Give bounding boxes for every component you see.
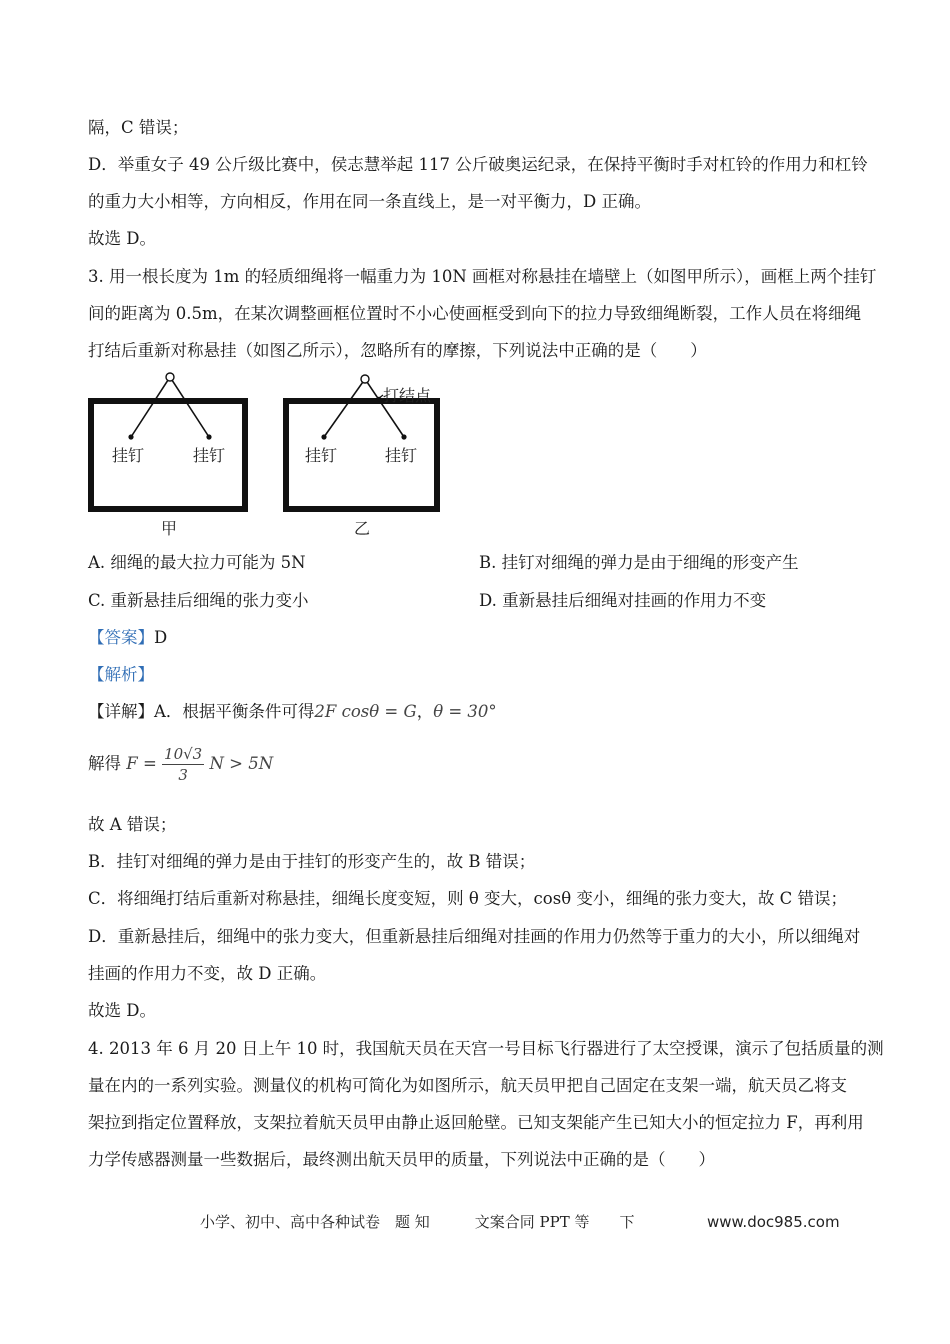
question-4-line: 架拉到指定位置释放，支架拉着航天员甲由静止返回舱壁。已知支架能产生已知大小的恒定拉力 F，再利用 — [88, 1113, 864, 1132]
option-b: B. 挂钉对细绳的弹力是由于细绳的形变产生 — [479, 553, 799, 572]
question-4-line: 量在内的一系列实验。测量仪的机构可简化为如图所示，航天员甲把自己固定在支架一端，航天员乙将支 — [88, 1076, 847, 1095]
text-line: 挂画的作用力不变，故 D 正确。 — [88, 964, 327, 983]
nail-label: 挂钉 — [112, 446, 145, 465]
fraction-denominator: 3 — [178, 766, 188, 784]
option-a: A. 细绳的最大拉力可能为 5N — [88, 553, 306, 572]
text-line: B．挂钉对细绳的弹力是由于挂钉的形变产生的，故 B 错误； — [88, 852, 536, 871]
force-rhs: N > 5N — [209, 754, 274, 773]
hanging-frames-figure — [86, 368, 456, 540]
question-3-line: 间的距离为 0.5m，在某次调整画框位置时不小心使画框受到向下的拉力导致细绳断裂，工作人员在将细绳 — [88, 304, 862, 323]
detail-tag: 【详解】 — [88, 702, 154, 721]
equation-angle: θ = 30° — [433, 702, 497, 721]
knot-label: 打结点 — [383, 386, 432, 405]
nail-label: 挂钉 — [193, 446, 226, 465]
question-4-line: 力学传感器测量一些数据后，最终测出航天员甲的质量，下列说法中正确的是（ ） — [88, 1150, 715, 1169]
caption-jia: 甲 — [161, 519, 178, 538]
answer-line — [88, 626, 167, 650]
text-line: C．将细绳打结后重新对称悬挂，细绳长度变短，则 θ 变大，cosθ 变小，细绳的张力变大，故 C 错误； — [88, 889, 847, 908]
force-fraction — [162, 744, 204, 785]
footer-url[interactable]: www.doc985.com — [707, 1213, 840, 1231]
separator: ， — [416, 702, 434, 721]
equation-balance: 2F cosθ = G — [314, 702, 417, 721]
solution-line — [88, 742, 273, 786]
detail-text: A．根据平衡条件可得 — [154, 702, 315, 721]
answer-value: D — [154, 628, 168, 647]
text-line: D．重新悬挂后，细绳中的张力变大，但重新悬挂后细绳对挂画的作用力仍然等于重力的大小，所以细绳对 — [88, 927, 861, 946]
question-4-line: 4. 2013 年 6 月 20 日上午 10 时，我国航天员在天宫一号目标飞行器进行了太空授课，演示了包括质量的测 — [88, 1039, 884, 1058]
solve-prefix: 解得 — [88, 754, 121, 773]
force-lhs: F = — [126, 754, 157, 773]
text-line: 故选 D。 — [88, 1001, 156, 1020]
detail-line — [88, 700, 497, 724]
text-line: 故选 D。 — [88, 229, 156, 248]
text-line: D．举重女子 49 公斤级比赛中，侯志慧举起 117 公斤破奥运纪录，在保持平衡时手对杠铃的作用力和杠铃 — [88, 155, 868, 174]
answer-tag: 【答案】 — [88, 628, 154, 647]
frame-jia — [91, 373, 245, 538]
question-3-line: 打结后重新对称悬挂（如图乙所示），忽略所有的摩擦，下列说法中正确的是（ ） — [88, 341, 707, 360]
option-d: D. 重新悬挂后细绳对挂画的作用力不变 — [479, 591, 767, 610]
question-3-line: 3. 用一根长度为 1m 的轻质细绳将一幅重力为 10N 画框对称悬挂在墙壁上（如图甲所示），画框上两个挂钉 — [88, 267, 877, 286]
nail-label: 挂钉 — [305, 446, 338, 465]
footer-text: 小学、初中、高中各种试卷 题 知 文案合同 PPT 等 下 — [200, 1213, 635, 1231]
frame-yi — [286, 375, 437, 538]
fraction-numerator: 10√3 — [164, 745, 203, 763]
caption-yi: 乙 — [354, 519, 371, 538]
analysis-tag: 【解析】 — [88, 665, 154, 684]
text-line: 隔，C 错误； — [88, 118, 189, 137]
text-line: 的重力大小相等，方向相反，作用在同一条直线上，是一对平衡力，D 正确。 — [88, 192, 651, 211]
option-c: C. 重新悬挂后细绳的张力变小 — [88, 591, 309, 610]
text-line: 故 A 错误； — [88, 815, 177, 834]
nail-label: 挂钉 — [385, 446, 418, 465]
